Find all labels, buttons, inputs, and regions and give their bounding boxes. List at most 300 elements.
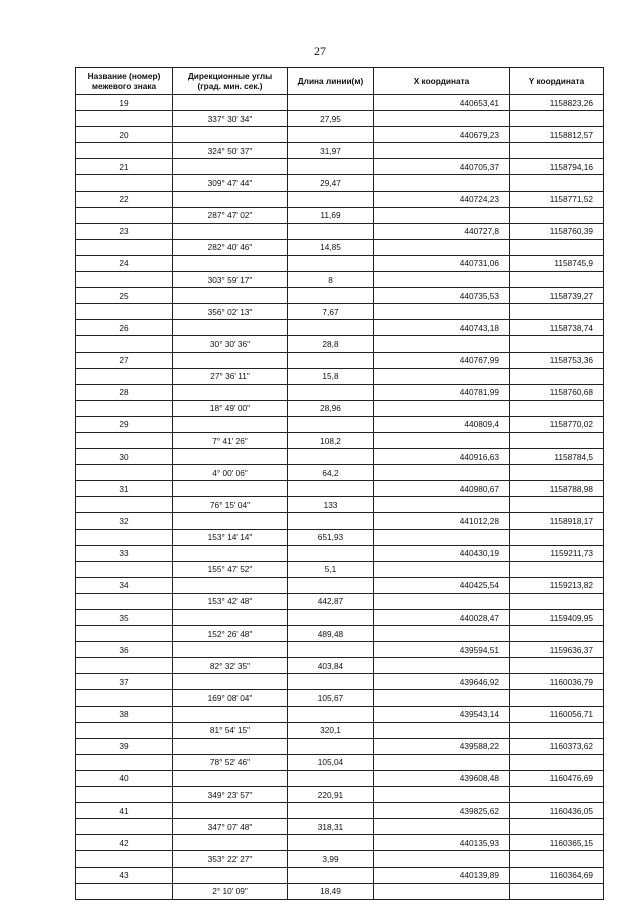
table-row-segment bbox=[76, 690, 604, 706]
angle-cell bbox=[173, 352, 288, 368]
y-coordinate-cell: 1158770,02 bbox=[510, 416, 604, 432]
x-coordinate-cell: 440705,37 bbox=[374, 159, 510, 175]
angle-cell bbox=[173, 416, 288, 432]
length-cell: 3,99 bbox=[288, 851, 374, 867]
y-coordinate-cell: 1158753,36 bbox=[510, 352, 604, 368]
x-coordinate-cell: 440735,53 bbox=[374, 288, 510, 304]
length-cell bbox=[288, 191, 374, 207]
x-coordinate-cell: 440425,54 bbox=[374, 577, 510, 593]
y-coordinate-cell: 1160056,71 bbox=[510, 706, 604, 722]
x-coordinate-cell: 440767,99 bbox=[374, 352, 510, 368]
angle-cell bbox=[173, 320, 288, 336]
table-row-point bbox=[76, 191, 604, 207]
length-cell bbox=[288, 95, 374, 111]
marker-name-cell bbox=[76, 465, 173, 481]
y-coordinate-cell bbox=[510, 111, 604, 127]
table-row-segment bbox=[76, 626, 604, 642]
marker-name-cell: 27 bbox=[76, 352, 173, 368]
marker-name-cell: 21 bbox=[76, 159, 173, 175]
angle-cell: 324° 50' 37" bbox=[173, 143, 288, 159]
x-coordinate-cell: 440679,23 bbox=[374, 127, 510, 143]
length-cell bbox=[288, 255, 374, 271]
angle-cell bbox=[173, 835, 288, 851]
header-y-coordinate: Y координата bbox=[510, 68, 604, 95]
angle-cell bbox=[173, 127, 288, 143]
x-coordinate-cell bbox=[374, 143, 510, 159]
x-coordinate-cell: 439588,22 bbox=[374, 738, 510, 754]
length-cell bbox=[288, 320, 374, 336]
table-row-point bbox=[76, 770, 604, 786]
length-cell bbox=[288, 127, 374, 143]
x-coordinate-cell: 439594,51 bbox=[374, 642, 510, 658]
x-coordinate-cell bbox=[374, 722, 510, 738]
angle-cell bbox=[173, 95, 288, 111]
y-coordinate-cell: 1158788,98 bbox=[510, 481, 604, 497]
y-coordinate-cell bbox=[510, 432, 604, 448]
marker-name-cell: 31 bbox=[76, 481, 173, 497]
table-row-segment bbox=[76, 272, 604, 288]
angle-cell bbox=[173, 803, 288, 819]
length-cell bbox=[288, 159, 374, 175]
angle-cell bbox=[173, 610, 288, 626]
x-coordinate-cell bbox=[374, 561, 510, 577]
table-row-segment bbox=[76, 336, 604, 352]
y-coordinate-cell bbox=[510, 754, 604, 770]
y-coordinate-cell bbox=[510, 851, 604, 867]
marker-name-cell: 24 bbox=[76, 255, 173, 271]
y-coordinate-cell bbox=[510, 819, 604, 835]
y-coordinate-cell bbox=[510, 883, 604, 899]
angle-cell bbox=[173, 867, 288, 883]
table-row-point bbox=[76, 320, 604, 336]
x-coordinate-cell bbox=[374, 336, 510, 352]
length-cell: 105,04 bbox=[288, 754, 374, 770]
angle-cell: 76° 15' 04" bbox=[173, 497, 288, 513]
marker-name-cell bbox=[76, 529, 173, 545]
x-coordinate-cell bbox=[374, 787, 510, 803]
angle-cell: 18° 49' 00" bbox=[173, 400, 288, 416]
length-cell bbox=[288, 288, 374, 304]
y-coordinate-cell: 1159213,82 bbox=[510, 577, 604, 593]
y-coordinate-cell: 1158794,16 bbox=[510, 159, 604, 175]
table-row-segment bbox=[76, 143, 604, 159]
angle-cell: 337° 30' 34" bbox=[173, 111, 288, 127]
table-row-point bbox=[76, 352, 604, 368]
length-cell: 651,93 bbox=[288, 529, 374, 545]
angle-cell bbox=[173, 255, 288, 271]
table-row-point bbox=[76, 255, 604, 271]
table-row-point bbox=[76, 384, 604, 400]
length-cell: 8 bbox=[288, 272, 374, 288]
marker-name-cell bbox=[76, 561, 173, 577]
length-cell bbox=[288, 867, 374, 883]
table-row-segment bbox=[76, 787, 604, 803]
length-cell: 5,1 bbox=[288, 561, 374, 577]
y-coordinate-cell: 1158918,17 bbox=[510, 513, 604, 529]
length-cell: 15,8 bbox=[288, 368, 374, 384]
y-coordinate-cell: 1158784,5 bbox=[510, 449, 604, 465]
x-coordinate-cell: 440028,47 bbox=[374, 610, 510, 626]
length-cell bbox=[288, 706, 374, 722]
y-coordinate-cell: 1160036,79 bbox=[510, 674, 604, 690]
y-coordinate-cell bbox=[510, 658, 604, 674]
y-coordinate-cell bbox=[510, 143, 604, 159]
table-row-segment bbox=[76, 175, 604, 191]
table-row-point bbox=[76, 416, 604, 432]
y-coordinate-cell: 1158745,9 bbox=[510, 255, 604, 271]
x-coordinate-cell: 440809,4 bbox=[374, 416, 510, 432]
marker-name-cell: 23 bbox=[76, 223, 173, 239]
table-row-point bbox=[76, 513, 604, 529]
marker-name-cell bbox=[76, 787, 173, 803]
x-coordinate-cell: 439646,92 bbox=[374, 674, 510, 690]
table-row-point bbox=[76, 545, 604, 561]
y-coordinate-cell bbox=[510, 368, 604, 384]
table-row-segment bbox=[76, 561, 604, 577]
length-cell bbox=[288, 738, 374, 754]
x-coordinate-cell: 440781,99 bbox=[374, 384, 510, 400]
x-coordinate-cell: 440724,23 bbox=[374, 191, 510, 207]
marker-name-cell bbox=[76, 626, 173, 642]
table-row-segment bbox=[76, 400, 604, 416]
marker-name-cell bbox=[76, 111, 173, 127]
length-cell bbox=[288, 223, 374, 239]
x-coordinate-cell: 440653,41 bbox=[374, 95, 510, 111]
table-row-point bbox=[76, 481, 604, 497]
y-coordinate-cell: 1159409,95 bbox=[510, 610, 604, 626]
marker-name-cell: 36 bbox=[76, 642, 173, 658]
y-coordinate-cell: 1160373,62 bbox=[510, 738, 604, 754]
angle-cell bbox=[173, 481, 288, 497]
angle-cell: 169° 08' 04" bbox=[173, 690, 288, 706]
length-cell bbox=[288, 384, 374, 400]
x-coordinate-cell bbox=[374, 400, 510, 416]
angle-cell: 82° 32' 35" bbox=[173, 658, 288, 674]
angle-cell: 349° 23' 57" bbox=[173, 787, 288, 803]
marker-name-cell: 33 bbox=[76, 545, 173, 561]
marker-name-cell bbox=[76, 497, 173, 513]
y-coordinate-cell: 1158760,39 bbox=[510, 223, 604, 239]
table-header-row bbox=[76, 68, 604, 95]
y-coordinate-cell bbox=[510, 561, 604, 577]
length-cell bbox=[288, 449, 374, 465]
table-row-segment bbox=[76, 851, 604, 867]
x-coordinate-cell bbox=[374, 465, 510, 481]
table-row-point bbox=[76, 610, 604, 626]
table-row-segment bbox=[76, 432, 604, 448]
y-coordinate-cell bbox=[510, 465, 604, 481]
length-cell: 442,87 bbox=[288, 593, 374, 609]
header-marker-name: Название (номер) межевого знака bbox=[76, 68, 173, 95]
x-coordinate-cell bbox=[374, 658, 510, 674]
table-row-segment bbox=[76, 207, 604, 223]
x-coordinate-cell bbox=[374, 754, 510, 770]
marker-name-cell: 30 bbox=[76, 449, 173, 465]
length-cell bbox=[288, 577, 374, 593]
angle-cell: 78° 52' 46" bbox=[173, 754, 288, 770]
marker-name-cell bbox=[76, 819, 173, 835]
angle-cell: 347° 07' 48" bbox=[173, 819, 288, 835]
marker-name-cell bbox=[76, 722, 173, 738]
length-cell bbox=[288, 352, 374, 368]
angle-cell bbox=[173, 449, 288, 465]
marker-name-cell: 41 bbox=[76, 803, 173, 819]
table-row-point bbox=[76, 706, 604, 722]
length-cell: 108,2 bbox=[288, 432, 374, 448]
table-row-segment bbox=[76, 593, 604, 609]
angle-cell bbox=[173, 545, 288, 561]
y-coordinate-cell: 1158738,74 bbox=[510, 320, 604, 336]
table-row-point bbox=[76, 577, 604, 593]
angle-cell: 7° 41' 26" bbox=[173, 432, 288, 448]
x-coordinate-cell: 440743,18 bbox=[374, 320, 510, 336]
y-coordinate-cell: 1158771,52 bbox=[510, 191, 604, 207]
marker-name-cell: 38 bbox=[76, 706, 173, 722]
x-coordinate-cell bbox=[374, 529, 510, 545]
y-coordinate-cell bbox=[510, 787, 604, 803]
table-row-point bbox=[76, 127, 604, 143]
x-coordinate-cell bbox=[374, 368, 510, 384]
y-coordinate-cell: 1160476,69 bbox=[510, 770, 604, 786]
angle-cell: 356° 02' 13" bbox=[173, 304, 288, 320]
marker-name-cell: 19 bbox=[76, 95, 173, 111]
marker-name-cell bbox=[76, 883, 173, 899]
length-cell bbox=[288, 803, 374, 819]
marker-name-cell: 40 bbox=[76, 770, 173, 786]
marker-name-cell bbox=[76, 754, 173, 770]
table-row-segment bbox=[76, 368, 604, 384]
length-cell bbox=[288, 642, 374, 658]
x-coordinate-cell bbox=[374, 272, 510, 288]
length-cell: 320,1 bbox=[288, 722, 374, 738]
marker-name-cell: 35 bbox=[76, 610, 173, 626]
angle-cell: 152° 26' 48" bbox=[173, 626, 288, 642]
table-row-segment bbox=[76, 658, 604, 674]
length-cell bbox=[288, 770, 374, 786]
angle-cell: 353° 22' 27" bbox=[173, 851, 288, 867]
table-row-segment bbox=[76, 754, 604, 770]
x-coordinate-cell bbox=[374, 626, 510, 642]
marker-name-cell bbox=[76, 272, 173, 288]
angle-cell bbox=[173, 642, 288, 658]
table-body bbox=[76, 95, 604, 900]
length-cell: 28,96 bbox=[288, 400, 374, 416]
angle-cell: 309° 47' 44" bbox=[173, 175, 288, 191]
y-coordinate-cell: 1159636,37 bbox=[510, 642, 604, 658]
angle-cell bbox=[173, 738, 288, 754]
y-coordinate-cell bbox=[510, 497, 604, 513]
marker-name-cell: 22 bbox=[76, 191, 173, 207]
length-cell bbox=[288, 513, 374, 529]
x-coordinate-cell bbox=[374, 432, 510, 448]
header-x-coordinate: Х координата bbox=[374, 68, 510, 95]
table-row-segment bbox=[76, 819, 604, 835]
length-cell: 105,67 bbox=[288, 690, 374, 706]
x-coordinate-cell: 440430,19 bbox=[374, 545, 510, 561]
table-row-segment bbox=[76, 497, 604, 513]
x-coordinate-cell bbox=[374, 207, 510, 223]
length-cell: 489,48 bbox=[288, 626, 374, 642]
marker-name-cell bbox=[76, 336, 173, 352]
marker-name-cell: 43 bbox=[76, 867, 173, 883]
marker-name-cell bbox=[76, 304, 173, 320]
marker-name-cell: 42 bbox=[76, 835, 173, 851]
table-row-segment bbox=[76, 111, 604, 127]
length-cell bbox=[288, 674, 374, 690]
marker-name-cell bbox=[76, 593, 173, 609]
angle-cell: 81° 54' 15" bbox=[173, 722, 288, 738]
y-coordinate-cell: 1160436,05 bbox=[510, 803, 604, 819]
length-cell: 220,91 bbox=[288, 787, 374, 803]
x-coordinate-cell bbox=[374, 304, 510, 320]
header-directional-angles: Дирекционные углы (град. мин. сек.) bbox=[173, 68, 288, 95]
marker-name-cell: 26 bbox=[76, 320, 173, 336]
length-cell bbox=[288, 481, 374, 497]
y-coordinate-cell: 1158760,68 bbox=[510, 384, 604, 400]
length-cell: 27,95 bbox=[288, 111, 374, 127]
marker-name-cell bbox=[76, 658, 173, 674]
length-cell: 28,8 bbox=[288, 336, 374, 352]
table-row-point bbox=[76, 867, 604, 883]
angle-cell bbox=[173, 159, 288, 175]
length-cell: 29,47 bbox=[288, 175, 374, 191]
length-cell bbox=[288, 610, 374, 626]
angle-cell: 282° 40' 46" bbox=[173, 239, 288, 255]
x-coordinate-cell: 440727,8 bbox=[374, 223, 510, 239]
length-cell bbox=[288, 545, 374, 561]
y-coordinate-cell: 1158739,27 bbox=[510, 288, 604, 304]
angle-cell bbox=[173, 674, 288, 690]
marker-name-cell bbox=[76, 368, 173, 384]
angle-cell bbox=[173, 384, 288, 400]
x-coordinate-cell: 439608,48 bbox=[374, 770, 510, 786]
x-coordinate-cell bbox=[374, 111, 510, 127]
y-coordinate-cell bbox=[510, 239, 604, 255]
y-coordinate-cell bbox=[510, 336, 604, 352]
angle-cell bbox=[173, 577, 288, 593]
y-coordinate-cell bbox=[510, 207, 604, 223]
y-coordinate-cell bbox=[510, 722, 604, 738]
x-coordinate-cell bbox=[374, 883, 510, 899]
y-coordinate-cell bbox=[510, 272, 604, 288]
angle-cell: 303° 59' 17" bbox=[173, 272, 288, 288]
y-coordinate-cell bbox=[510, 175, 604, 191]
x-coordinate-cell: 439543,14 bbox=[374, 706, 510, 722]
marker-name-cell: 29 bbox=[76, 416, 173, 432]
length-cell bbox=[288, 835, 374, 851]
table-row-point bbox=[76, 288, 604, 304]
angle-cell: 153° 42' 48" bbox=[173, 593, 288, 609]
marker-name-cell bbox=[76, 851, 173, 867]
length-cell: 64,2 bbox=[288, 465, 374, 481]
marker-name-cell: 25 bbox=[76, 288, 173, 304]
x-coordinate-cell: 439825,62 bbox=[374, 803, 510, 819]
x-coordinate-cell: 440980,67 bbox=[374, 481, 510, 497]
length-cell: 403,84 bbox=[288, 658, 374, 674]
marker-name-cell bbox=[76, 143, 173, 159]
angle-cell bbox=[173, 513, 288, 529]
y-coordinate-cell bbox=[510, 690, 604, 706]
length-cell bbox=[288, 416, 374, 432]
table-row-point bbox=[76, 223, 604, 239]
angle-cell bbox=[173, 223, 288, 239]
table-row-point bbox=[76, 449, 604, 465]
marker-name-cell: 32 bbox=[76, 513, 173, 529]
angle-cell bbox=[173, 191, 288, 207]
x-coordinate-cell: 441012,28 bbox=[374, 513, 510, 529]
angle-cell: 2° 10' 09" bbox=[173, 883, 288, 899]
marker-name-cell: 39 bbox=[76, 738, 173, 754]
angle-cell bbox=[173, 706, 288, 722]
marker-name-cell: 28 bbox=[76, 384, 173, 400]
marker-name-cell bbox=[76, 175, 173, 191]
angle-cell: 155° 47' 52" bbox=[173, 561, 288, 577]
table-row-point bbox=[76, 674, 604, 690]
angle-cell: 27° 36' 11" bbox=[173, 368, 288, 384]
header-line-length: Длина линии(м) bbox=[288, 68, 374, 95]
y-coordinate-cell: 1160364,69 bbox=[510, 867, 604, 883]
x-coordinate-cell bbox=[374, 593, 510, 609]
angle-cell: 153° 14' 14" bbox=[173, 529, 288, 545]
table-row-point bbox=[76, 803, 604, 819]
x-coordinate-cell: 440916,63 bbox=[374, 449, 510, 465]
x-coordinate-cell bbox=[374, 497, 510, 513]
marker-name-cell bbox=[76, 690, 173, 706]
marker-name-cell: 37 bbox=[76, 674, 173, 690]
table-row-point bbox=[76, 159, 604, 175]
marker-name-cell bbox=[76, 400, 173, 416]
y-coordinate-cell: 1159211,73 bbox=[510, 545, 604, 561]
angle-cell bbox=[173, 770, 288, 786]
coordinates-table bbox=[75, 67, 604, 900]
marker-name-cell bbox=[76, 432, 173, 448]
x-coordinate-cell bbox=[374, 175, 510, 191]
y-coordinate-cell: 1158823,26 bbox=[510, 95, 604, 111]
table-row-point bbox=[76, 642, 604, 658]
angle-cell: 30° 30' 36" bbox=[173, 336, 288, 352]
table-row-point bbox=[76, 738, 604, 754]
table-row-point bbox=[76, 95, 604, 111]
page-number: 27 bbox=[314, 44, 326, 58]
y-coordinate-cell bbox=[510, 400, 604, 416]
table-row-segment bbox=[76, 722, 604, 738]
table-row-segment bbox=[76, 239, 604, 255]
marker-name-cell bbox=[76, 207, 173, 223]
y-coordinate-cell bbox=[510, 304, 604, 320]
marker-name-cell bbox=[76, 239, 173, 255]
table-row-segment bbox=[76, 465, 604, 481]
marker-name-cell: 34 bbox=[76, 577, 173, 593]
x-coordinate-cell bbox=[374, 690, 510, 706]
length-cell: 318,31 bbox=[288, 819, 374, 835]
angle-cell: 4° 00' 06" bbox=[173, 465, 288, 481]
angle-cell: 287° 47' 02" bbox=[173, 207, 288, 223]
length-cell: 31,97 bbox=[288, 143, 374, 159]
length-cell: 18,49 bbox=[288, 883, 374, 899]
length-cell: 7,67 bbox=[288, 304, 374, 320]
length-cell: 11,69 bbox=[288, 207, 374, 223]
x-coordinate-cell: 440135,93 bbox=[374, 835, 510, 851]
table-row-segment bbox=[76, 883, 604, 899]
length-cell: 14,85 bbox=[288, 239, 374, 255]
table-row-segment bbox=[76, 529, 604, 545]
y-coordinate-cell bbox=[510, 593, 604, 609]
length-cell: 133 bbox=[288, 497, 374, 513]
x-coordinate-cell bbox=[374, 851, 510, 867]
table-row-point bbox=[76, 835, 604, 851]
marker-name-cell: 20 bbox=[76, 127, 173, 143]
x-coordinate-cell: 440139,89 bbox=[374, 867, 510, 883]
